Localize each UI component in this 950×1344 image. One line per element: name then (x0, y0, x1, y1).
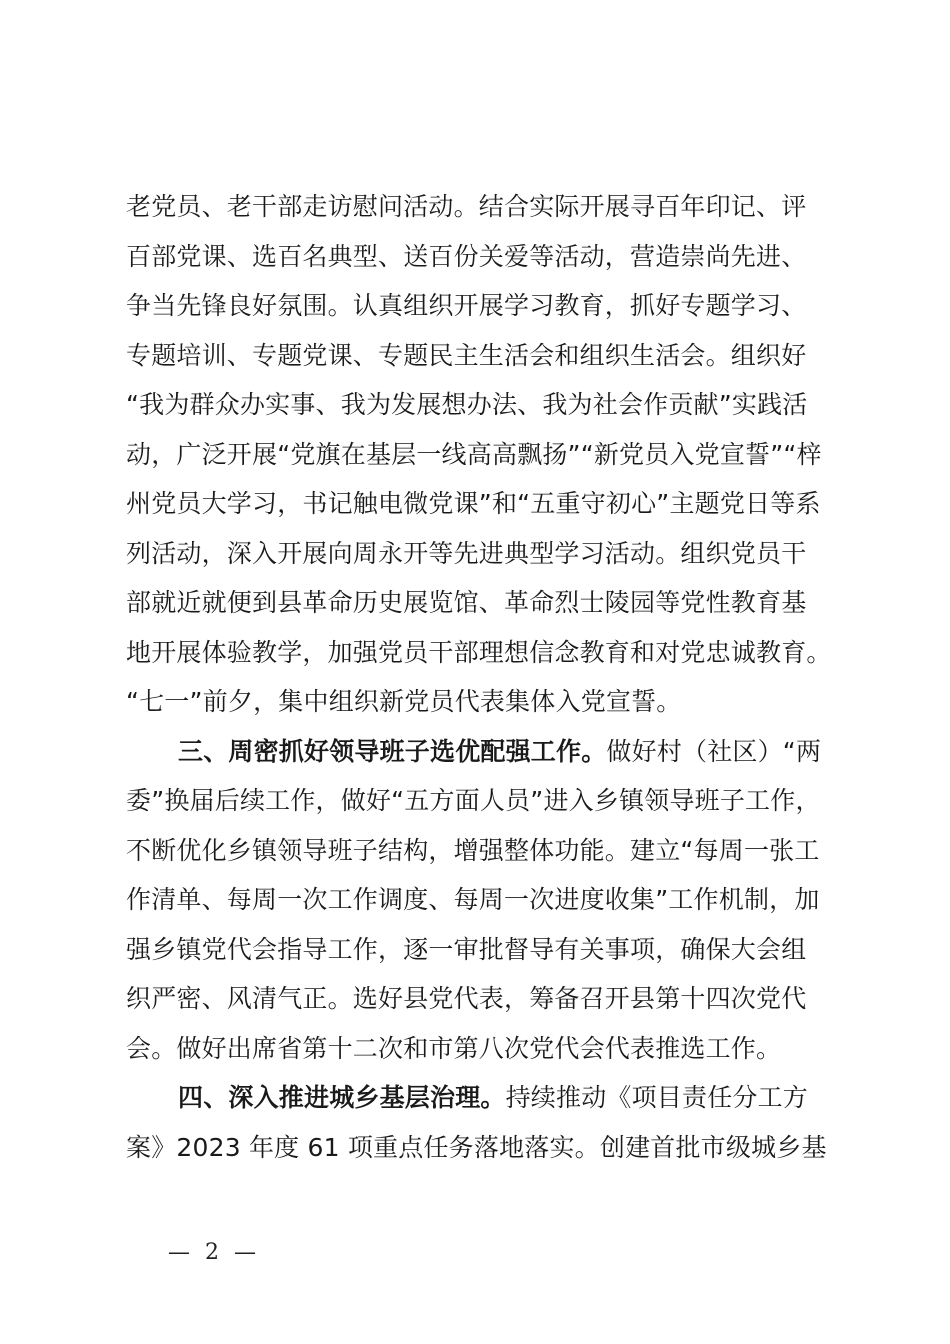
paragraph-3 (126, 1073, 850, 1172)
text-line: 织严密、风清气正。选好县党代表，筹备召开县第十四次党代 (126, 984, 807, 1013)
text-span: 做好村（社区）“两 (606, 736, 822, 766)
text-line: “七一”前夕，集中组织新党员代表集体入党宣誓。 (126, 687, 682, 716)
document-body (126, 182, 850, 1172)
text-line: 会。做好出席省第十二次和市第八次党代会代表推选工作。 (126, 1033, 782, 1063)
text-line: 委”换届后续工作，做好“五方面人员”进入乡镇领导班子工作， (126, 786, 821, 815)
text-line: 百部党课、选百名典型、送百份关爱等活动，营造崇尚先进、 (126, 241, 807, 271)
text-line: 争当先锋良好氛围。认真组织开展学习教育，抓好专题学习、 (126, 291, 807, 320)
text-line (126, 727, 850, 777)
section-heading: 三、周密抓好领导班子选优配强工作。 (178, 736, 607, 766)
text-line (126, 1073, 850, 1123)
text-line: 老党员、老干部走访慰问活动。结合实际开展寻百年印记、评 (126, 192, 807, 221)
text-line: 不断优化乡镇领导班子结构，增强整体功能。建立“每周一张工 (126, 835, 820, 865)
text-line: 州党员大学习，书记触电微党课”和“五重守初心”主题党日等系 (126, 489, 821, 518)
text-line: 地开展体验教学，加强党员干部理想信念教育和对党忠诚教育。 (126, 637, 832, 667)
text-line: 列活动，深入开展向周永开等先进典型学习活动。组织党员干 (126, 538, 807, 568)
text-line: 部就近就便到县革命历史展览馆、革命烈士陵园等党性教育基 (126, 588, 807, 617)
text-line: “我为群众办实事、我为发展想办法、我为社会作贡献”实践活 (126, 390, 808, 419)
text-line: 案》2023 年度 61 项重点任务落地落实。创建首批市级城乡基 (126, 1132, 827, 1162)
text-line: 专题培训、专题党课、专题民主生活会和组织生活会。组织好 (126, 340, 807, 370)
text-line: 动，广泛开展“党旗在基层一线高高飘扬”“新党员入党宣誓”“梓 (126, 439, 822, 469)
text-span: 持续推动《项目责任分工方 (505, 1083, 809, 1112)
paragraph-1 (126, 182, 850, 727)
paragraph-2 (126, 727, 850, 1074)
text-line: 作清单、每周一次工作调度、每周一次进度收集”工作机制，加 (126, 885, 820, 914)
text-line: 强乡镇党代会指导工作，逐一审批督导有关事项，确保大会组 (126, 934, 807, 964)
section-heading: 四、深入推进城乡基层治理。 (178, 1083, 506, 1112)
page-number: — 2 — (168, 1240, 260, 1265)
